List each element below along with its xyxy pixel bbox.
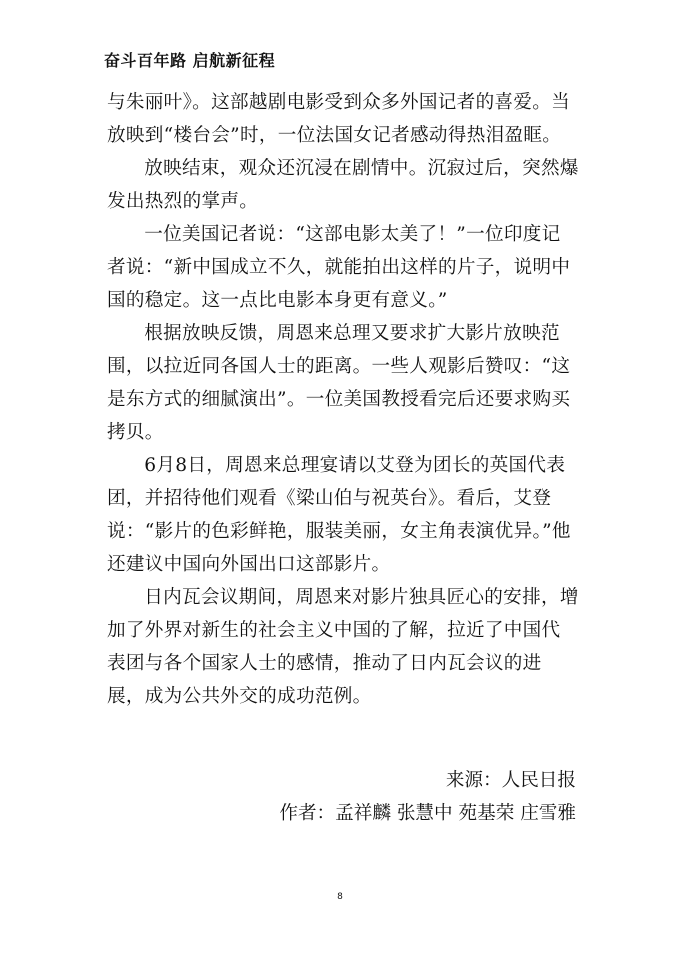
page-number: 8 (337, 892, 343, 902)
article-body (107, 86, 579, 713)
paragraph: 放映结束，观众还沉浸在剧情中。沉寂过后，突然爆发出热烈的掌声。 (107, 158, 579, 212)
paragraph: 根据放映反馈，周恩来总理又要求扩大影片放映范围，以拉近同各国人士的距离。一些人观影后赞叹：“这是东方式的细腻演出”。一位美国教授看完后还要求购买拷贝。 (107, 323, 571, 443)
source-line: 来源：人民日报 (445, 770, 576, 791)
paragraph: 一位美国记者说：“这部电影太美了！”一位印度记者说：“新中国成立不久，就能拍出这样的片子，说明中国的稳定。这一点比电影本身更有意义。” (107, 224, 571, 311)
authors-line: 作者：孟祥麟 张慧中 苑基荣 庄雪雅 (279, 803, 576, 824)
paragraph: 日内瓦会议期间，周恩来对影片独具匠心的安排，增加了外界对新生的社会主义中国的了解，拉近了中国代表团与各个国家人士的感情，推动了日内瓦会议的进展，成为公共外交的成功范例。 (107, 587, 579, 707)
paragraph-continuation: 与朱丽叶》。这部越剧电影受到众多外国记者的喜爱。当放映到“楼台会”时，一位法国女记者感动得热泪盈眶。 (107, 92, 571, 146)
page-header-title: 奋斗百年路 启航新征程 (104, 51, 276, 70)
paragraph: 6月8日，周恩来总理宴请以艾登为团长的英国代表团，并招待他们观看《梁山伯与祝英台》。看后，艾登说：“影片的色彩鲜艳，服装美丽，女主角表演优异。”他还建议中国向外国出口这部影片。 (107, 455, 571, 575)
article-credits (279, 764, 576, 830)
